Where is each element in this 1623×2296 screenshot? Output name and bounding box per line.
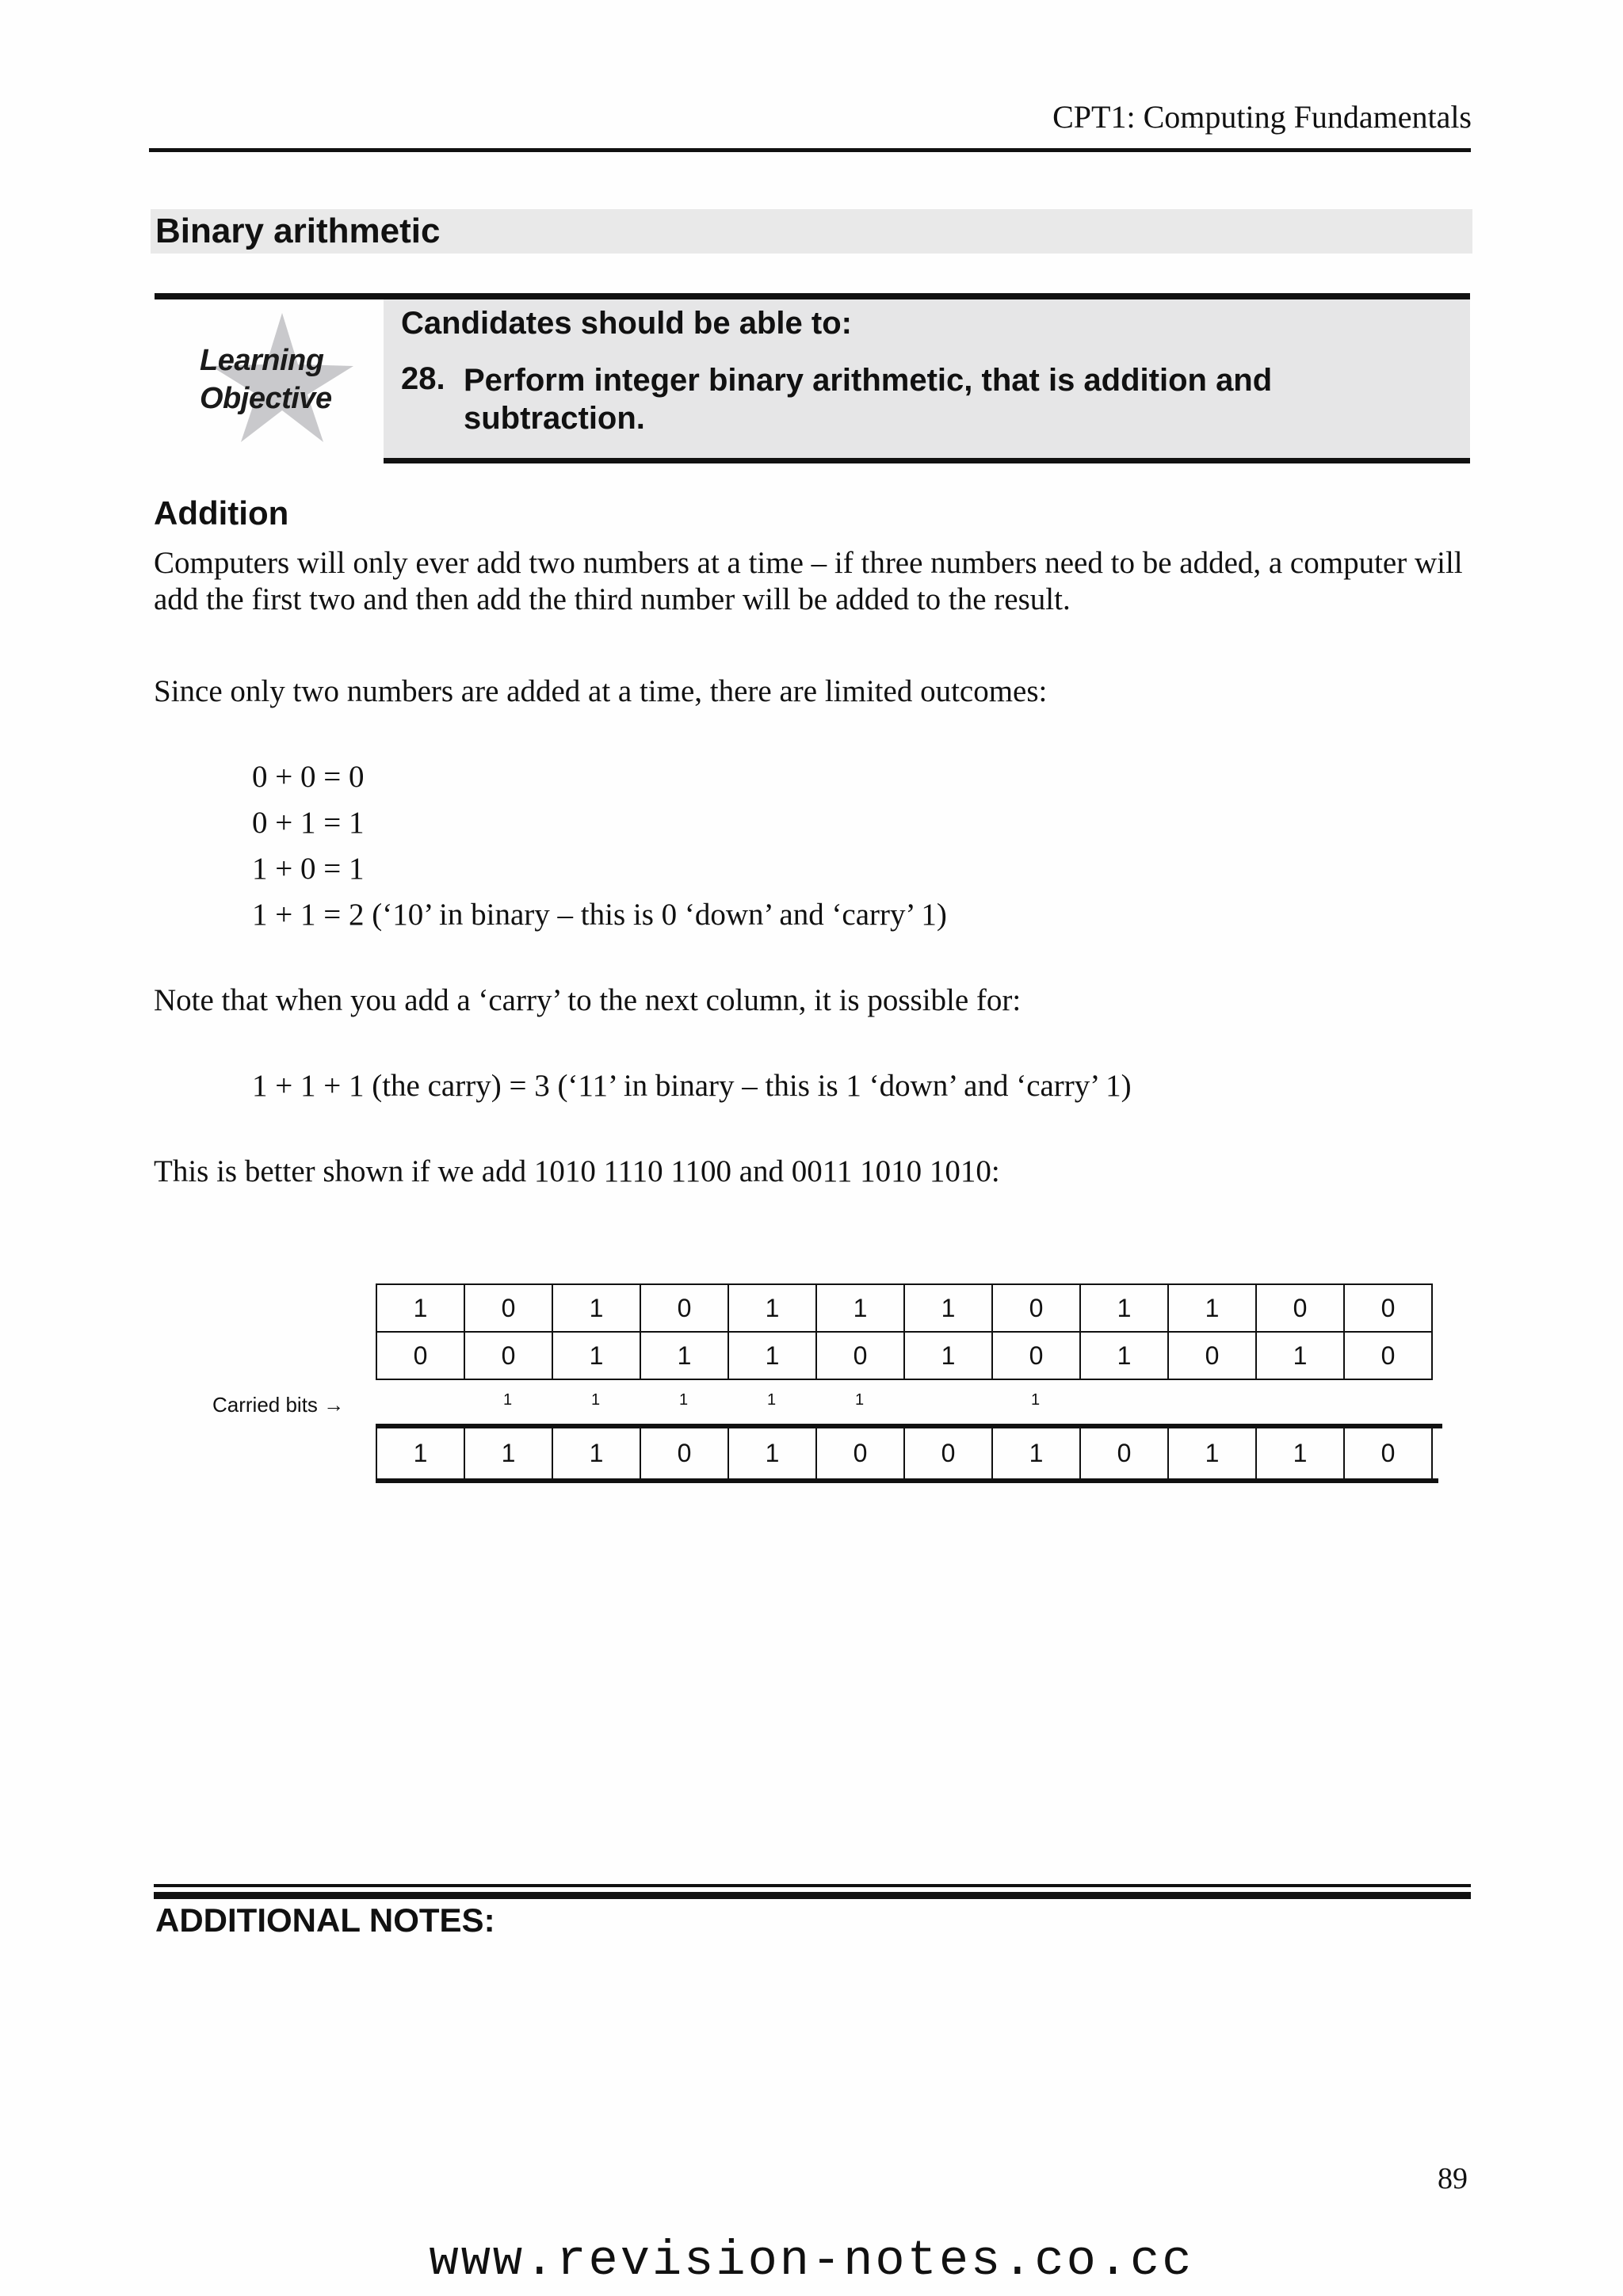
bit-cell: 0: [464, 1332, 552, 1379]
paragraph-example: This is better shown if we add 1010 1110 1100 and 0011 1010 1010:: [154, 1154, 1000, 1188]
bit-cell: 0: [1168, 1332, 1256, 1379]
carried-bits-label: Carried bits →: [212, 1393, 345, 1417]
objective-number: 28.: [401, 361, 445, 396]
addition-heading: Addition: [154, 494, 289, 532]
carry-bit: 1: [678, 1391, 689, 1409]
rule-line: 1 + 1 = 2 (‘10’ in binary – this is 0 ‘down’ and ‘carry’ 1): [252, 898, 947, 932]
bit-cell: 0: [1344, 1284, 1432, 1332]
bit-cell: 1: [552, 1428, 640, 1478]
rule-line: 1 + 0 = 1: [252, 852, 365, 886]
paragraph-outcomes: Since only two numbers are added at a time, there are limited outcomes:: [154, 674, 1048, 708]
paragraph-intro: Computers will only ever add two numbers at a time – if three numbers need to be added, a computer will add the first two and then add the third number will be added to the result.: [154, 546, 1463, 616]
bit-cell: 0: [816, 1332, 904, 1379]
bit-cell: 1: [552, 1284, 640, 1332]
footer-url: www.revision-notes.co.cc: [429, 2233, 1194, 2289]
bit-cell: 0: [992, 1284, 1080, 1332]
bit-cell: 0: [376, 1332, 464, 1379]
addend-table: [376, 1283, 1433, 1380]
bit-cell: 0: [1256, 1284, 1344, 1332]
bit-cell: 1: [728, 1284, 816, 1332]
notes-rule-thick: [154, 1892, 1471, 1899]
bit-cell: 1: [904, 1332, 992, 1379]
bit-cell: 0: [640, 1428, 728, 1478]
additional-notes-heading: ADDITIONAL NOTES:: [155, 1901, 495, 1939]
learning-objective-badge-line2: Objective: [200, 382, 332, 415]
bit-cell: 1: [904, 1284, 992, 1332]
carry-bit: 1: [766, 1391, 777, 1409]
bit-cell: 1: [992, 1428, 1080, 1478]
learning-objective-badge-line1: Learning: [200, 344, 324, 377]
bit-cell: 1: [1168, 1428, 1256, 1478]
bit-cell: 1: [376, 1284, 464, 1332]
header-rule: [149, 148, 1471, 152]
bit-cell: 1: [376, 1428, 464, 1478]
bit-cell: 0: [992, 1332, 1080, 1379]
carry-bit: 1: [590, 1391, 601, 1409]
bit-cell: 1: [1080, 1332, 1168, 1379]
rule-line: 0 + 0 = 0: [252, 760, 365, 794]
carry-rule: 1 + 1 + 1 (the carry) = 3 (‘11’ in binary – this is 1 ‘down’ and ‘carry’ 1): [252, 1069, 1132, 1103]
result-row: [376, 1428, 1432, 1478]
bit-cell: 0: [1344, 1428, 1432, 1478]
bit-cell: 0: [1080, 1428, 1168, 1478]
bit-cell: 1: [728, 1428, 816, 1478]
carry-bit: 1: [1030, 1391, 1041, 1409]
bit-cell: 1: [816, 1284, 904, 1332]
objective-intro: Candidates should be able to:: [401, 306, 852, 341]
paragraph-carry-note: Note that when you add a ‘carry’ to the next column, it is possible for:: [154, 983, 1022, 1017]
bit-cell: 0: [904, 1428, 992, 1478]
bit-cell: 0: [464, 1284, 552, 1332]
rule-line: 0 + 1 = 1: [252, 806, 365, 840]
bit-cell: 0: [1344, 1332, 1432, 1379]
carry-bit: 1: [854, 1391, 865, 1409]
bit-cell: 1: [1256, 1428, 1344, 1478]
objective-text: Perform integer binary arithmetic, that is addition and subtraction.: [464, 363, 1273, 436]
carry-bit: 1: [502, 1391, 513, 1409]
bit-cell: 1: [640, 1332, 728, 1379]
bit-cell: 1: [1256, 1332, 1344, 1379]
objective-bottom-rule: [384, 458, 1470, 463]
bit-cell: 0: [816, 1428, 904, 1478]
bit-cell: 0: [640, 1284, 728, 1332]
running-header: CPT1: Computing Fundamentals: [1052, 99, 1472, 135]
result-table: [376, 1428, 1433, 1478]
objective-top-rule: [155, 293, 1470, 299]
section-title: Binary arithmetic: [151, 209, 1472, 254]
bit-cell: 1: [1080, 1284, 1168, 1332]
notes-rule-thin: [154, 1884, 1471, 1887]
result-bottom-rule: [376, 1478, 1438, 1483]
bit-cell: 1: [552, 1332, 640, 1379]
bit-cell: 1: [728, 1332, 816, 1379]
bit-cell: 1: [1168, 1284, 1256, 1332]
page-number: 89: [1438, 2162, 1468, 2195]
bit-cell: 1: [464, 1428, 552, 1478]
addend-row-1: [376, 1284, 1432, 1332]
addend-row-2: [376, 1332, 1432, 1379]
